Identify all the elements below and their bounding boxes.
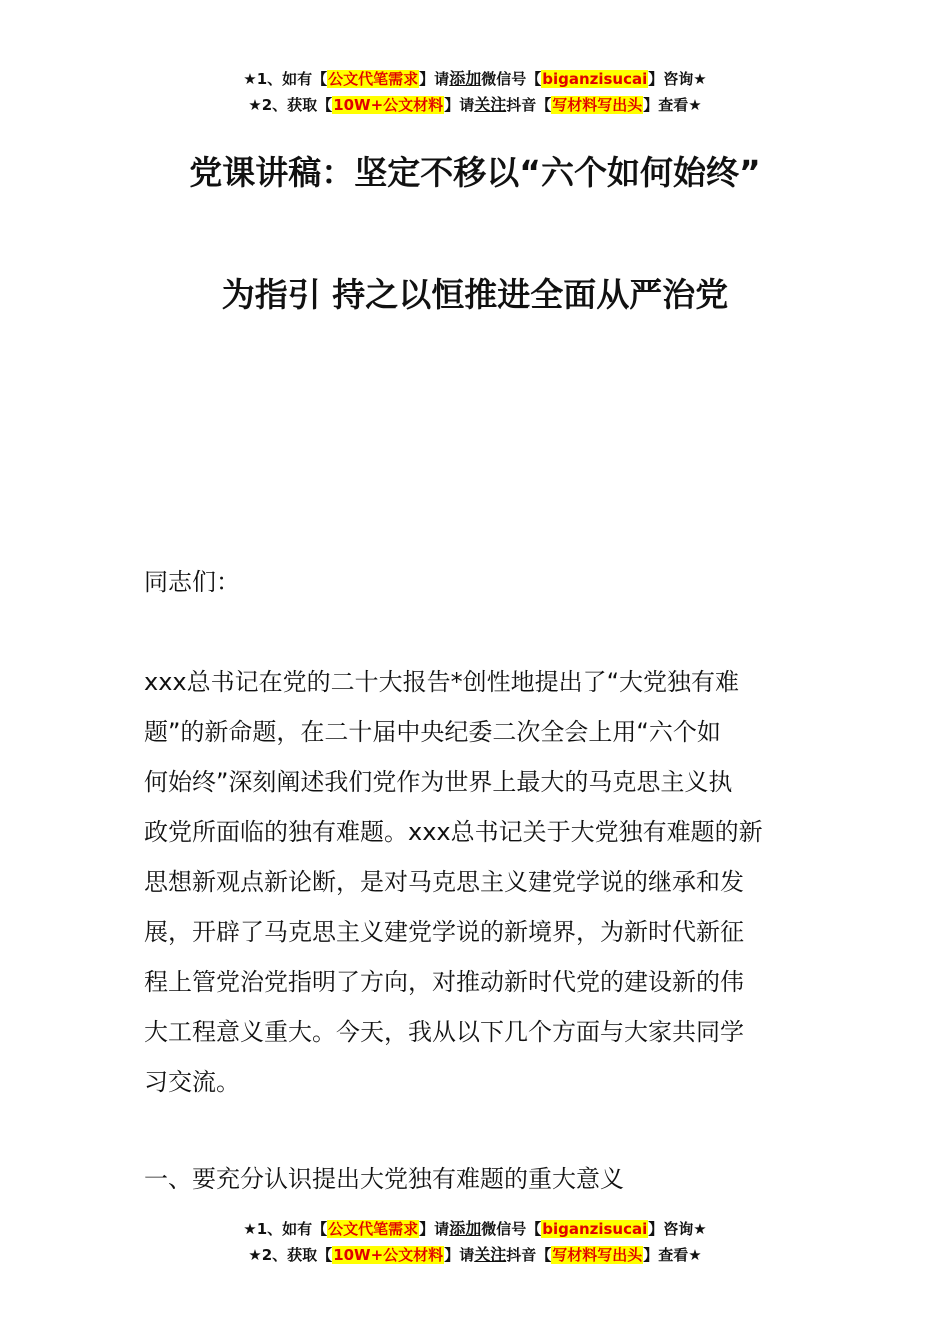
paragraph-1	[144, 657, 808, 1107]
section-heading-1: 一、要充分认识提出大党独有难题的重大意义	[144, 1165, 624, 1193]
banner-text: ★1、如有【	[243, 70, 328, 88]
banner-text: 微信号【	[481, 70, 542, 88]
paragraph-line: 习交流。	[144, 1068, 240, 1096]
banner-line-1	[0, 66, 950, 92]
footer-banner	[0, 1216, 950, 1268]
paragraph-line: 何始终”深刻阐述我们党作为世界上最大的马克思主义执	[144, 768, 733, 796]
banner-text: ★1、如有【	[243, 1220, 328, 1238]
banner-highlight: 10W+公文材料	[333, 96, 444, 114]
paragraph-line: 展，开辟了马克思主义建党学说的新境界，为新时代新征	[144, 918, 744, 946]
banner-highlight: 写材料写出头	[552, 1246, 643, 1264]
banner-text: 】请	[419, 1220, 450, 1238]
banner-highlight: 公文代笔需求	[328, 70, 419, 88]
document-title-line-2: 为指引 持之以恒推进全面从严治党	[221, 275, 729, 314]
banner-text: 抖音【	[506, 96, 552, 114]
greeting: 同志们：	[144, 568, 240, 596]
banner-text: 】查看★	[643, 1246, 702, 1264]
header-banner	[0, 66, 950, 118]
paragraph-line: 政党所面临的独有难题。xxx总书记关于大党独有难题的新	[144, 818, 763, 846]
banner-text: 】请	[419, 70, 450, 88]
banner-text: 】咨询★	[648, 70, 707, 88]
banner-highlight: 写材料写出头	[552, 96, 643, 114]
banner-text: ★2、获取【	[248, 96, 333, 114]
paragraph-line: 思想新观点新论断，是对马克思主义建党学说的继承和发	[144, 868, 744, 896]
paragraph-line: 题”的新命题，在二十届中央纪委二次全会上用“六个如	[144, 718, 721, 746]
banner-text: 抖音【	[506, 1246, 552, 1264]
banner-highlight: 10W+公文材料	[333, 1246, 444, 1264]
paragraph-line: 大工程意义重大。今天，我从以下几个方面与大家共同学	[144, 1018, 744, 1046]
banner-text: 微信号【	[481, 1220, 542, 1238]
banner-text: 】咨询★	[648, 1220, 707, 1238]
banner-highlight: biganzisucai	[542, 70, 648, 88]
banner-text: ★2、获取【	[248, 1246, 333, 1264]
paragraph-line: xxx总书记在党的二十大报告*创性地提出了“大党独有难	[144, 668, 740, 696]
banner-underlined: 添加	[449, 1219, 482, 1238]
banner-underlined: 关注	[474, 95, 507, 114]
banner-underlined: 添加	[449, 69, 482, 88]
banner-highlight: 公文代笔需求	[328, 1220, 419, 1238]
banner-text: 】请	[444, 96, 475, 114]
banner-text: 】查看★	[643, 96, 702, 114]
banner-line-2	[0, 1242, 950, 1268]
banner-underlined: 关注	[474, 1245, 507, 1264]
banner-line-2	[0, 92, 950, 118]
banner-text: 】请	[444, 1246, 475, 1264]
banner-highlight: biganzisucai	[542, 1220, 648, 1238]
banner-line-1	[0, 1216, 950, 1242]
document-title-line-1: 党课讲稿：坚定不移以“六个如何始终”	[189, 153, 761, 192]
paragraph-line: 程上管党治党指明了方向，对推动新时代党的建设新的伟	[144, 968, 744, 996]
